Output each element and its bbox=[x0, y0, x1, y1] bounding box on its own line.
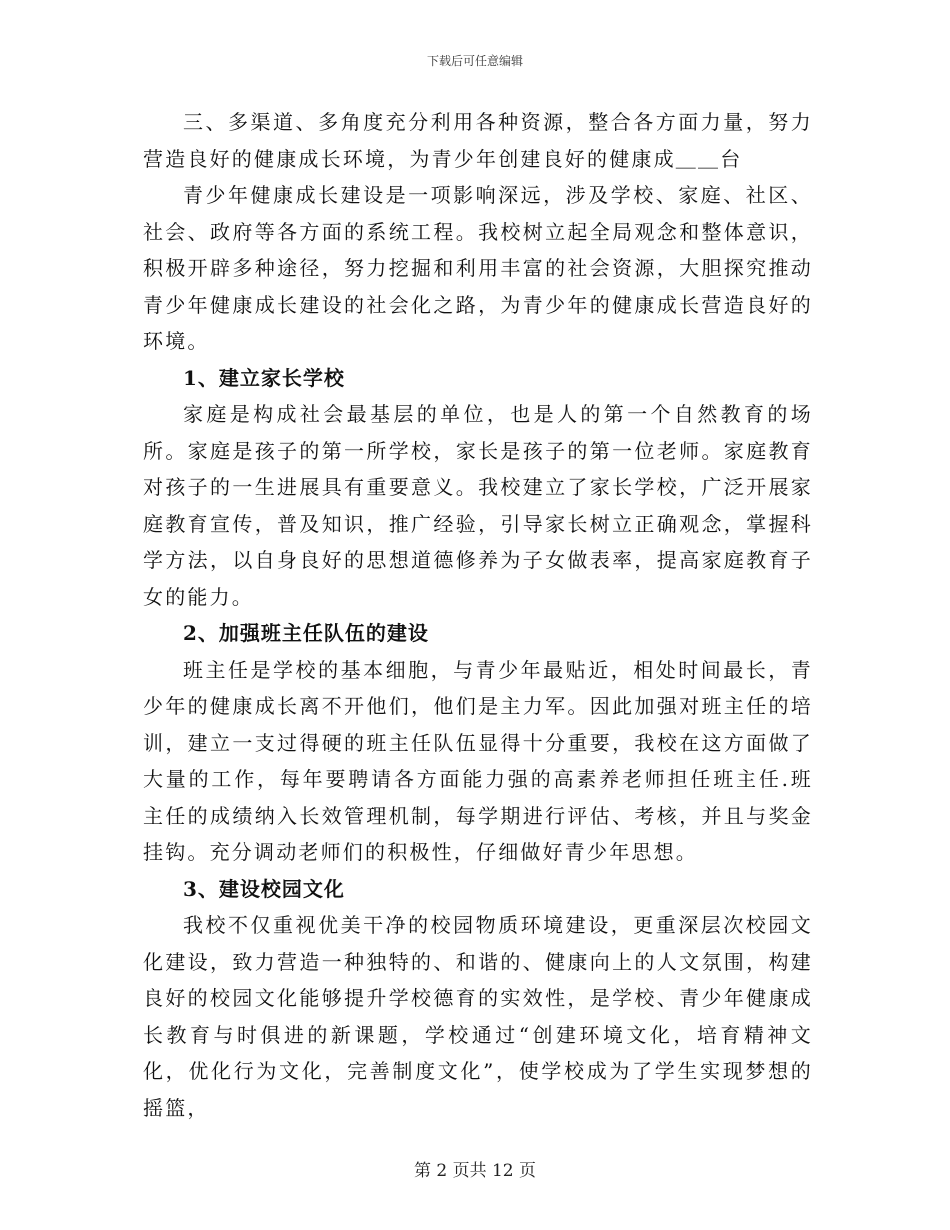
subheading-campus-culture: 3、建设校园文化 bbox=[183, 876, 345, 901]
subheading-parent-school: 1、建立家长学校 bbox=[183, 365, 345, 390]
body-paragraph: 青少年健康成长建设是一项影响深远，涉及学校、家庭、社区、社会、政府等各方面的系统工程。我校树立起全局观念和整体意识，积极开辟多种途径，努力挖掘和利用丰富的社会资源，大胆探究推动青少年健康成长建设的社会化之路，为青少年的健康成长营造良好的环境。 bbox=[143, 183, 813, 353]
page-header-note: 下载后可任意编辑 bbox=[426, 54, 523, 68]
page-number: 第 2 页共 12 页 bbox=[413, 1161, 537, 1181]
subheading-head-teachers: 2、加强班主任队伍的建设 bbox=[183, 621, 429, 645]
body-paragraph: 班主任是学校的基本细胞，与青少年最贴近，相处时间最长，青少年的健康成长离不开他们，他们是主力军。因此加强对班主任的培训，建立一支过得硬的班主任队伍显得十分重要，我校在这方面做了大量的工作，每年要聘请各方面能力强的高素养老师担任班主任.班主任的成绩纳入长效管理机制，每学期进行评估、考核，并且与奖金挂钩。充分调动老师们的积极性，仔细做好青少年思想。 bbox=[143, 657, 813, 864]
section-heading-paragraph: 三、多渠道、多角度充分利用各种资源，整合各方面力量，努力营造良好的健康成长环境，为青少年创建良好的健康成＿＿台 bbox=[143, 110, 813, 171]
document-body bbox=[143, 104, 813, 1126]
body-paragraph: 我校不仅重视优美干净的校园物质环境建设，更重深层次校园文化建设，致力营造一种独特的、和谐的、健康向上的人文氛围，构建良好的校园文化能够提升学校德育的实效性，是学校、青少年健康成长教育与时俱进的新课题，学校通过“创建环境文化，培育精神文化，优化行为文化，完善制度文化”，使学校成为了学生实现梦想的摇篮， bbox=[143, 913, 813, 1120]
body-paragraph: 家庭是构成社会最基层的单位，也是人的第一个自然教育的场所。家庭是孩子的第一所学校，家长是孩子的第一位老师。家庭教育对孩子的一生进展具有重要意义。我校建立了家长学校，广泛开展家庭教育宣传，普及知识，推广经验，引导家长树立正确观念，掌握科学方法，以自身良好的思想道德修养为子女做表率，提高家庭教育子女的能力。 bbox=[143, 402, 813, 609]
